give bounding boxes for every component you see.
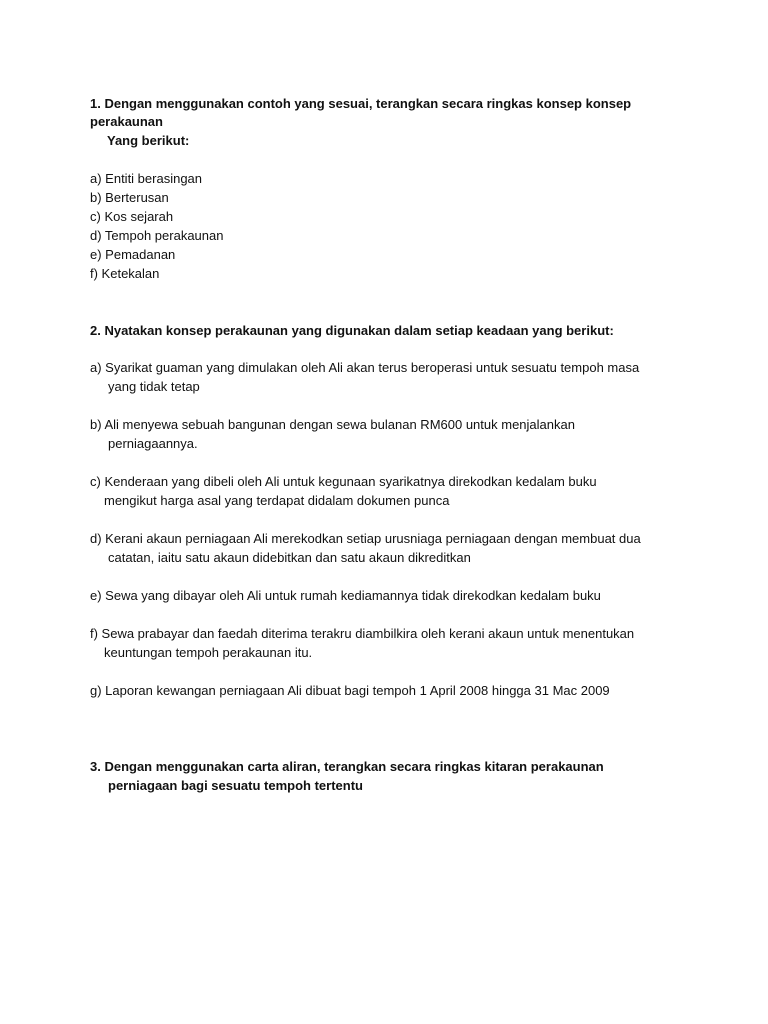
- q2-item-f-line1: f) Sewa prabayar dan faedah diterima terakru diambilkira oleh kerani akaun untuk menentukan: [90, 626, 635, 641]
- q2-item-c-line2: mengikut harga asal yang terdapat didalam dokumen punca: [104, 493, 450, 508]
- q2-item-d-line1: d) Kerani akaun perniagaan Ali merekodkan setiap urusniaga perniagaan dengan membuat dua: [90, 531, 641, 546]
- q2-item-a-line1: a) Syarikat guaman yang dimulakan oleh Ali akan terus beroperasi untuk sesuatu tempoh masa: [90, 360, 640, 375]
- q2-item-a-line2: yang tidak tetap: [108, 379, 200, 394]
- q2-item-c-line1: c) Kenderaan yang dibeli oleh Ali untuk kegunaan syarikatnya direkodkan kedalam buku: [90, 474, 597, 489]
- q2-item-f-line2: keuntungan tempoh perakaunan itu.: [104, 645, 313, 660]
- q1-item-d: d) Tempoh perakaunan: [90, 228, 224, 243]
- q2-item-e: e) Sewa yang dibayar oleh Ali untuk rumah kediamannya tidak direkodkan kedalam buku: [90, 588, 601, 603]
- q1-item-f: f) Ketekalan: [90, 266, 160, 281]
- q1-item-a: a) Entiti berasingan: [90, 171, 203, 186]
- q2-item-g: g) Laporan kewangan perniagaan Ali dibuat bagi tempoh 1 April 2008 hingga 31 Mac 2009: [90, 683, 610, 698]
- q2-item-d-line2: catatan, iaitu satu akaun didebitkan dan satu akaun dikreditkan: [108, 550, 471, 565]
- q1-item-e: e) Pemadanan: [90, 247, 176, 262]
- q1-heading-line2: perakaunan: [90, 114, 163, 129]
- q3-heading-line2: perniagaan bagi sesuatu tempoh tertentu: [108, 778, 363, 793]
- q1-item-c: c) Kos sejarah: [90, 209, 174, 224]
- q1-item-b: b) Berterusan: [90, 190, 169, 205]
- q3-heading-line1: 3. Dengan menggunakan carta aliran, terangkan secara ringkas kitaran perakaunan: [90, 759, 604, 774]
- q2-item-b-line1: b) Ali menyewa sebuah bangunan dengan sewa bulanan RM600 untuk menjalankan: [90, 417, 575, 432]
- q2-heading: 2. Nyatakan konsep perakaunan yang digunakan dalam setiap keadaan yang berikut:: [90, 323, 614, 338]
- q1-heading-line1: 1. Dengan menggunakan contoh yang sesuai, terangkan secara ringkas konsep konsep: [90, 96, 632, 111]
- q1-heading-line3: Yang berikut:: [107, 133, 190, 148]
- q2-item-b-line2: perniagaannya.: [108, 436, 198, 451]
